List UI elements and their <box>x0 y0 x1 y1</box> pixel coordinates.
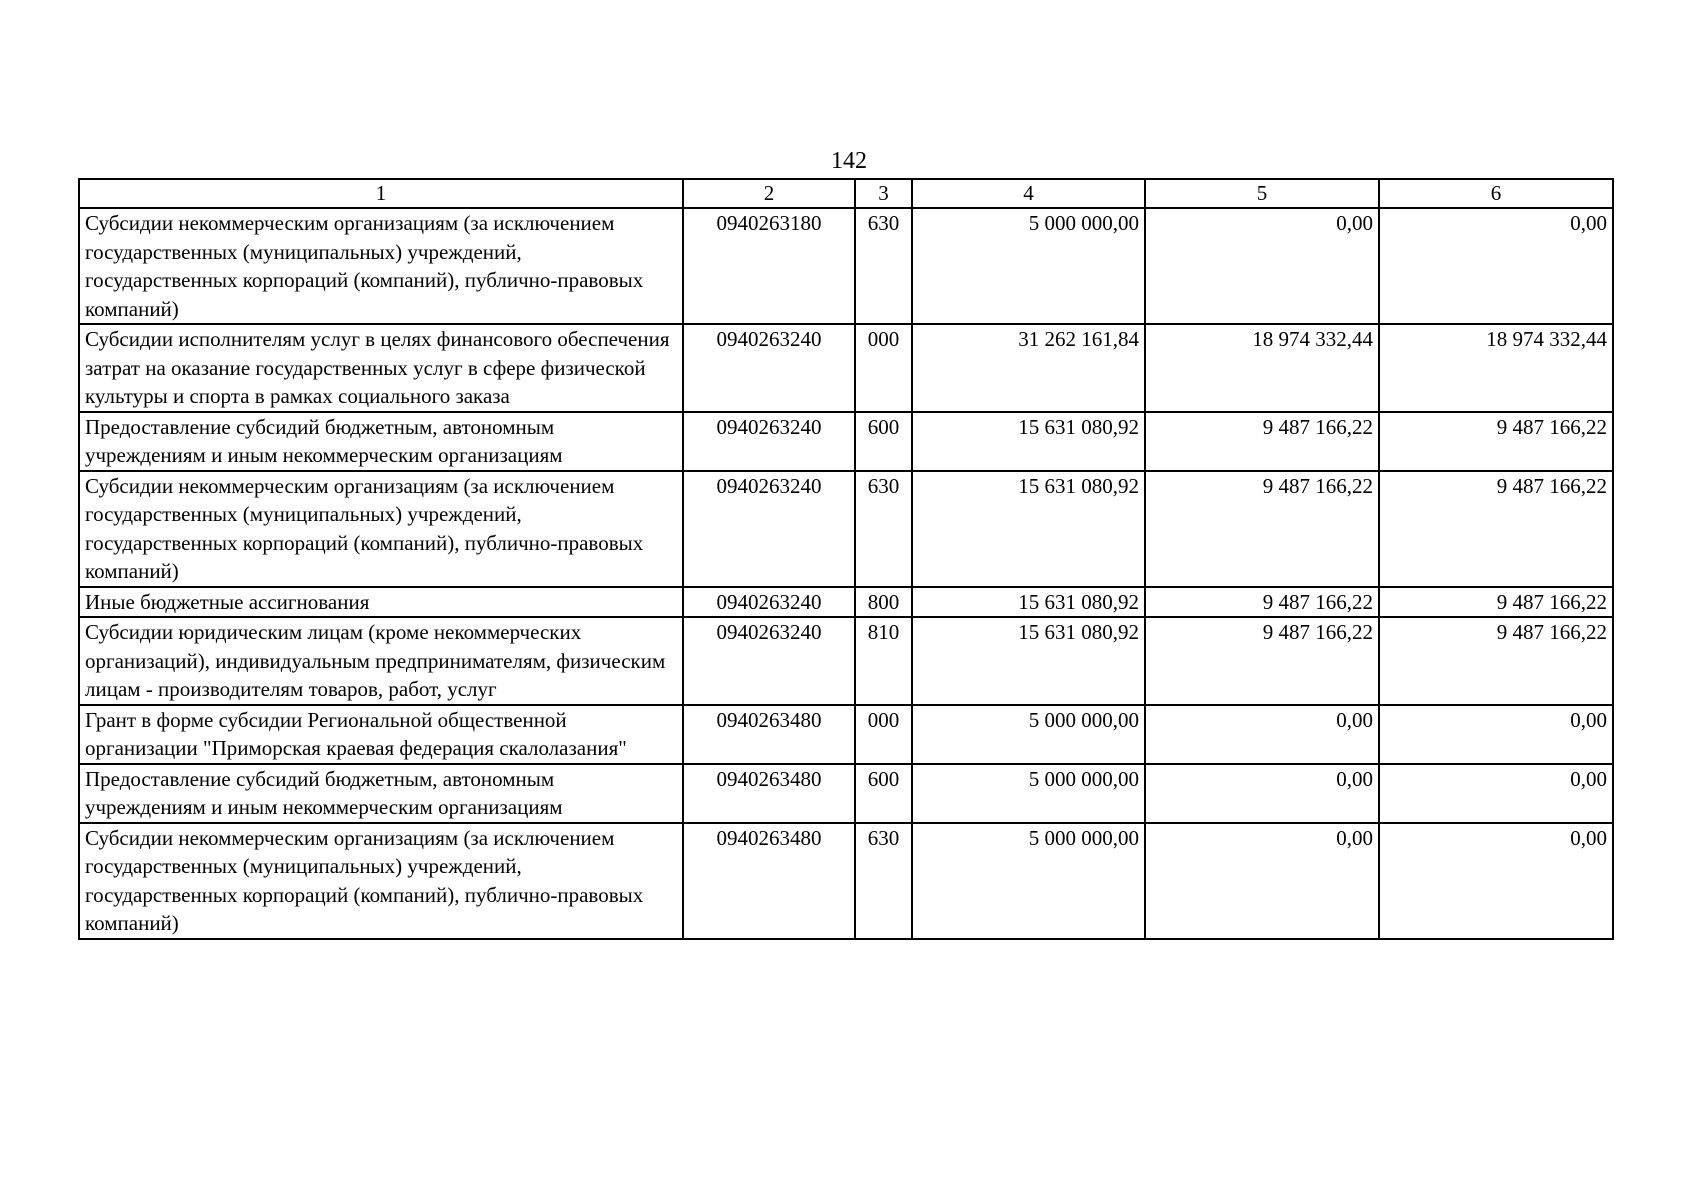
expense-type-code: 630 <box>855 471 912 587</box>
page-number: 142 <box>831 148 867 174</box>
amount-col-6: 0,00 <box>1379 823 1613 939</box>
expense-type-code: 000 <box>855 705 912 764</box>
target-article-code: 0940263240 <box>683 617 855 705</box>
table-row <box>79 764 1613 823</box>
amount-col-4: 5 000 000,00 <box>912 823 1145 939</box>
expense-type-code: 630 <box>855 823 912 939</box>
amount-col-5: 0,00 <box>1145 705 1379 764</box>
target-article-code: 0940263480 <box>683 823 855 939</box>
target-article-code: 0940263240 <box>683 587 855 618</box>
column-number: 5 <box>1145 179 1379 208</box>
target-article-code: 0940263240 <box>683 471 855 587</box>
amount-col-5: 9 487 166,22 <box>1145 471 1379 587</box>
expense-type-code: 600 <box>855 764 912 823</box>
table-row <box>79 823 1613 939</box>
target-article-code: 0940263180 <box>683 208 855 324</box>
expense-type-code: 810 <box>855 617 912 705</box>
column-number: 4 <box>912 179 1145 208</box>
amount-col-5: 0,00 <box>1145 208 1379 324</box>
expense-name: Грант в форме субсидии Региональной общественной организации "Приморская краевая федерация скалолазания" <box>79 705 683 764</box>
table-row <box>79 587 1613 618</box>
table-row <box>79 412 1613 471</box>
target-article-code: 0940263480 <box>683 705 855 764</box>
amount-col-6: 0,00 <box>1379 705 1613 764</box>
column-number: 1 <box>79 179 683 208</box>
expense-name: Иные бюджетные ассигнования <box>79 587 683 618</box>
amount-col-4: 5 000 000,00 <box>912 764 1145 823</box>
column-number-row <box>79 179 1613 208</box>
amount-col-6: 9 487 166,22 <box>1379 412 1613 471</box>
column-number: 2 <box>683 179 855 208</box>
expense-type-code: 630 <box>855 208 912 324</box>
expense-type-code: 600 <box>855 412 912 471</box>
expense-name: Субсидии исполнителям услуг в целях финансового обеспечения затрат на оказание государственных услуг в сфере физической культуры и спорта в рамках социального заказа <box>79 324 683 412</box>
target-article-code: 0940263480 <box>683 764 855 823</box>
amount-col-4: 15 631 080,92 <box>912 587 1145 618</box>
amount-col-6: 0,00 <box>1379 208 1613 324</box>
amount-col-5: 9 487 166,22 <box>1145 412 1379 471</box>
amount-col-6: 9 487 166,22 <box>1379 471 1613 587</box>
expense-name: Субсидии некоммерческим организациям (за исключением государственных (муниципальных) учреждений, государственных корпораций (компаний), публично-правовых компаний) <box>79 823 683 939</box>
target-article-code: 0940263240 <box>683 412 855 471</box>
table-row <box>79 617 1613 705</box>
amount-col-5: 0,00 <box>1145 823 1379 939</box>
amount-col-5: 9 487 166,22 <box>1145 587 1379 618</box>
expense-type-code: 000 <box>855 324 912 412</box>
table-row <box>79 208 1613 324</box>
amount-col-4: 31 262 161,84 <box>912 324 1145 412</box>
expense-name: Субсидии некоммерческим организациям (за исключением государственных (муниципальных) учреждений, государственных корпораций (компаний), публично-правовых компаний) <box>79 208 683 324</box>
amount-col-4: 15 631 080,92 <box>912 412 1145 471</box>
column-number: 6 <box>1379 179 1613 208</box>
budget-table <box>78 178 1614 940</box>
amount-col-5: 18 974 332,44 <box>1145 324 1379 412</box>
amount-col-6: 18 974 332,44 <box>1379 324 1613 412</box>
table-row <box>79 705 1613 764</box>
expense-name: Субсидии юридическим лицам (кроме некоммерческих организаций), индивидуальным предпринимателям, физическим лицам - производителям товаров, работ, услуг <box>79 617 683 705</box>
target-article-code: 0940263240 <box>683 324 855 412</box>
amount-col-5: 0,00 <box>1145 764 1379 823</box>
amount-col-4: 5 000 000,00 <box>912 208 1145 324</box>
expense-name: Предоставление субсидий бюджетным, автономным учреждениям и иным некоммерческим организациям <box>79 412 683 471</box>
expense-name: Предоставление субсидий бюджетным, автономным учреждениям и иным некоммерческим организациям <box>79 764 683 823</box>
amount-col-5: 9 487 166,22 <box>1145 617 1379 705</box>
expense-name: Субсидии некоммерческим организациям (за исключением государственных (муниципальных) учреждений, государственных корпораций (компаний), публично-правовых компаний) <box>79 471 683 587</box>
table-row <box>79 471 1613 587</box>
amount-col-6: 9 487 166,22 <box>1379 587 1613 618</box>
amount-col-4: 5 000 000,00 <box>912 705 1145 764</box>
amount-col-4: 15 631 080,92 <box>912 617 1145 705</box>
amount-col-4: 15 631 080,92 <box>912 471 1145 587</box>
column-number: 3 <box>855 179 912 208</box>
expense-type-code: 800 <box>855 587 912 618</box>
amount-col-6: 9 487 166,22 <box>1379 617 1613 705</box>
amount-col-6: 0,00 <box>1379 764 1613 823</box>
table-row <box>79 324 1613 412</box>
